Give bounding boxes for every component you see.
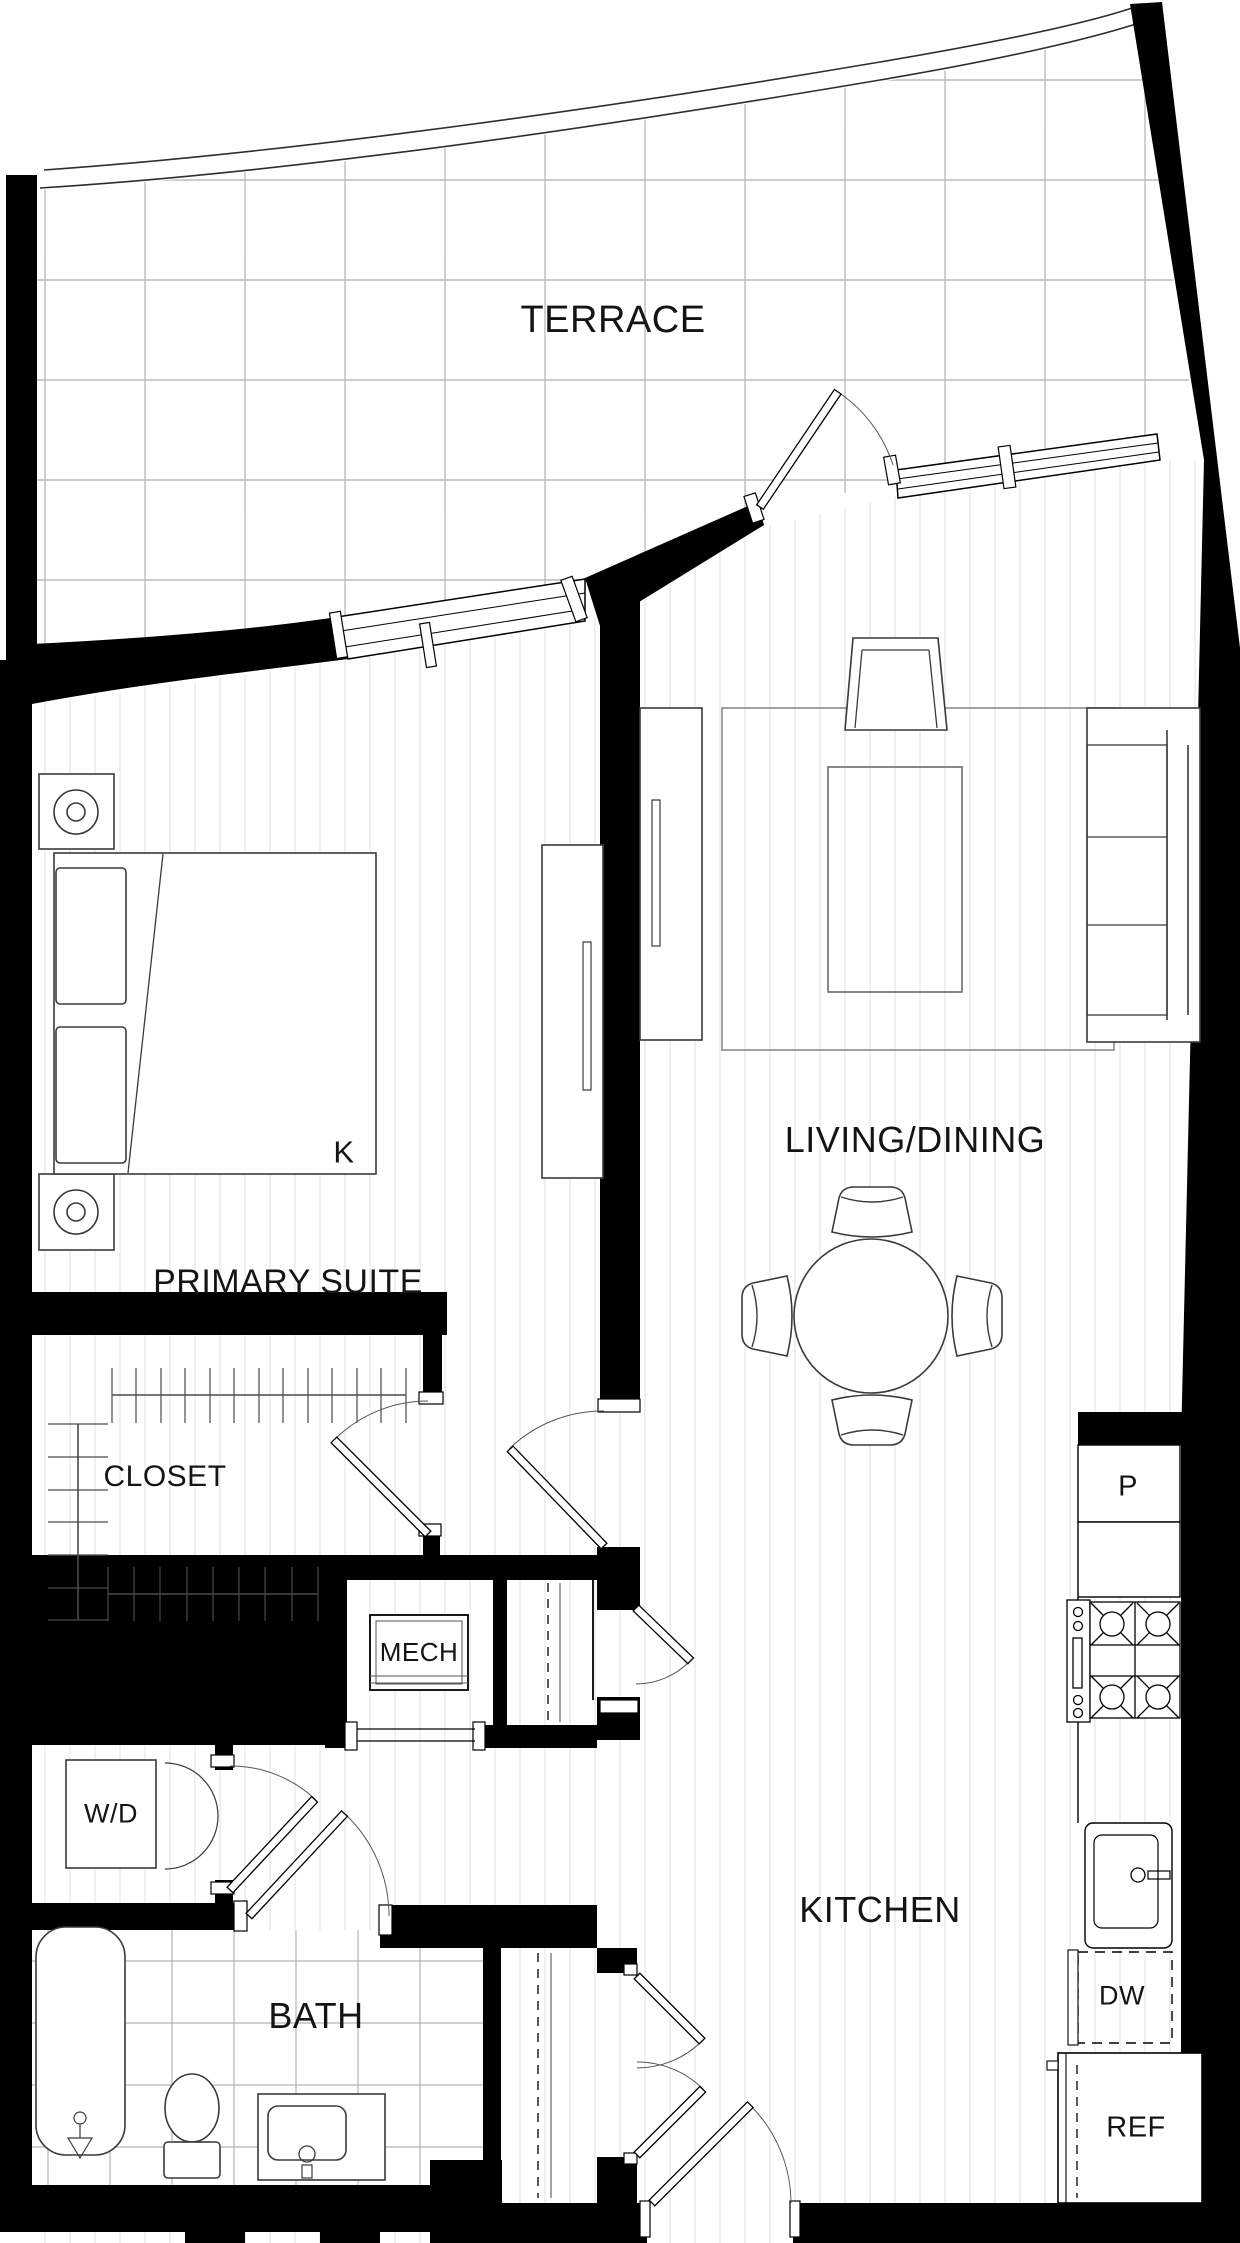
sofa bbox=[1087, 708, 1200, 1042]
nightstand-top bbox=[39, 774, 114, 849]
room-label-terrace: TERRACE bbox=[520, 299, 706, 341]
room-label-primary-suite: PRIMARY SUITE bbox=[153, 1263, 423, 1301]
fixture-label-refrigerator: REF bbox=[1106, 2111, 1166, 2144]
bath-vanity bbox=[258, 2094, 385, 2180]
dining-table bbox=[794, 1239, 948, 1393]
wall-hall-south bbox=[327, 1555, 607, 1580]
room-label-mech: MECH bbox=[379, 1637, 459, 1667]
wall-kitchen-top bbox=[1078, 1412, 1240, 1445]
room-label-living-dining: LIVING/DINING bbox=[784, 1119, 1046, 1160]
kitchen-sink bbox=[1085, 1823, 1172, 1948]
wall-divider-living-primary bbox=[600, 590, 640, 1403]
nightstand-bottom bbox=[39, 1174, 114, 1250]
king-bed bbox=[54, 853, 376, 1174]
wall-bottom-left bbox=[502, 2203, 647, 2243]
wall-bath-bottom bbox=[0, 2185, 445, 2232]
tv-console bbox=[640, 708, 702, 1040]
room-label-bath: BATH bbox=[268, 1995, 364, 2036]
wall-left-terrace bbox=[6, 175, 37, 664]
toilet-bowl bbox=[165, 2074, 219, 2142]
toilet-tank bbox=[164, 2142, 220, 2178]
fixture-label-pantry: P bbox=[1118, 1470, 1138, 1503]
wall-bottom-right bbox=[793, 2203, 1240, 2243]
fixture-label-washer-dryer: W/D bbox=[84, 1798, 138, 1829]
room-label-closet: CLOSET bbox=[103, 1460, 227, 1493]
wall-bath-top bbox=[32, 1903, 247, 1930]
wall-left-main bbox=[0, 660, 32, 2232]
ref-handle bbox=[1047, 2061, 1058, 2070]
bathtub bbox=[36, 1927, 125, 2155]
fixture-label-dishwasher: DW bbox=[1099, 1980, 1145, 2011]
room-label-kitchen: KITCHEN bbox=[799, 1889, 961, 1930]
armchair bbox=[845, 638, 947, 730]
range bbox=[1067, 1600, 1180, 1722]
wall-solid-mass bbox=[0, 1555, 327, 1745]
dresser bbox=[542, 845, 603, 1178]
fixture-label-bed-size: K bbox=[333, 1134, 355, 1170]
